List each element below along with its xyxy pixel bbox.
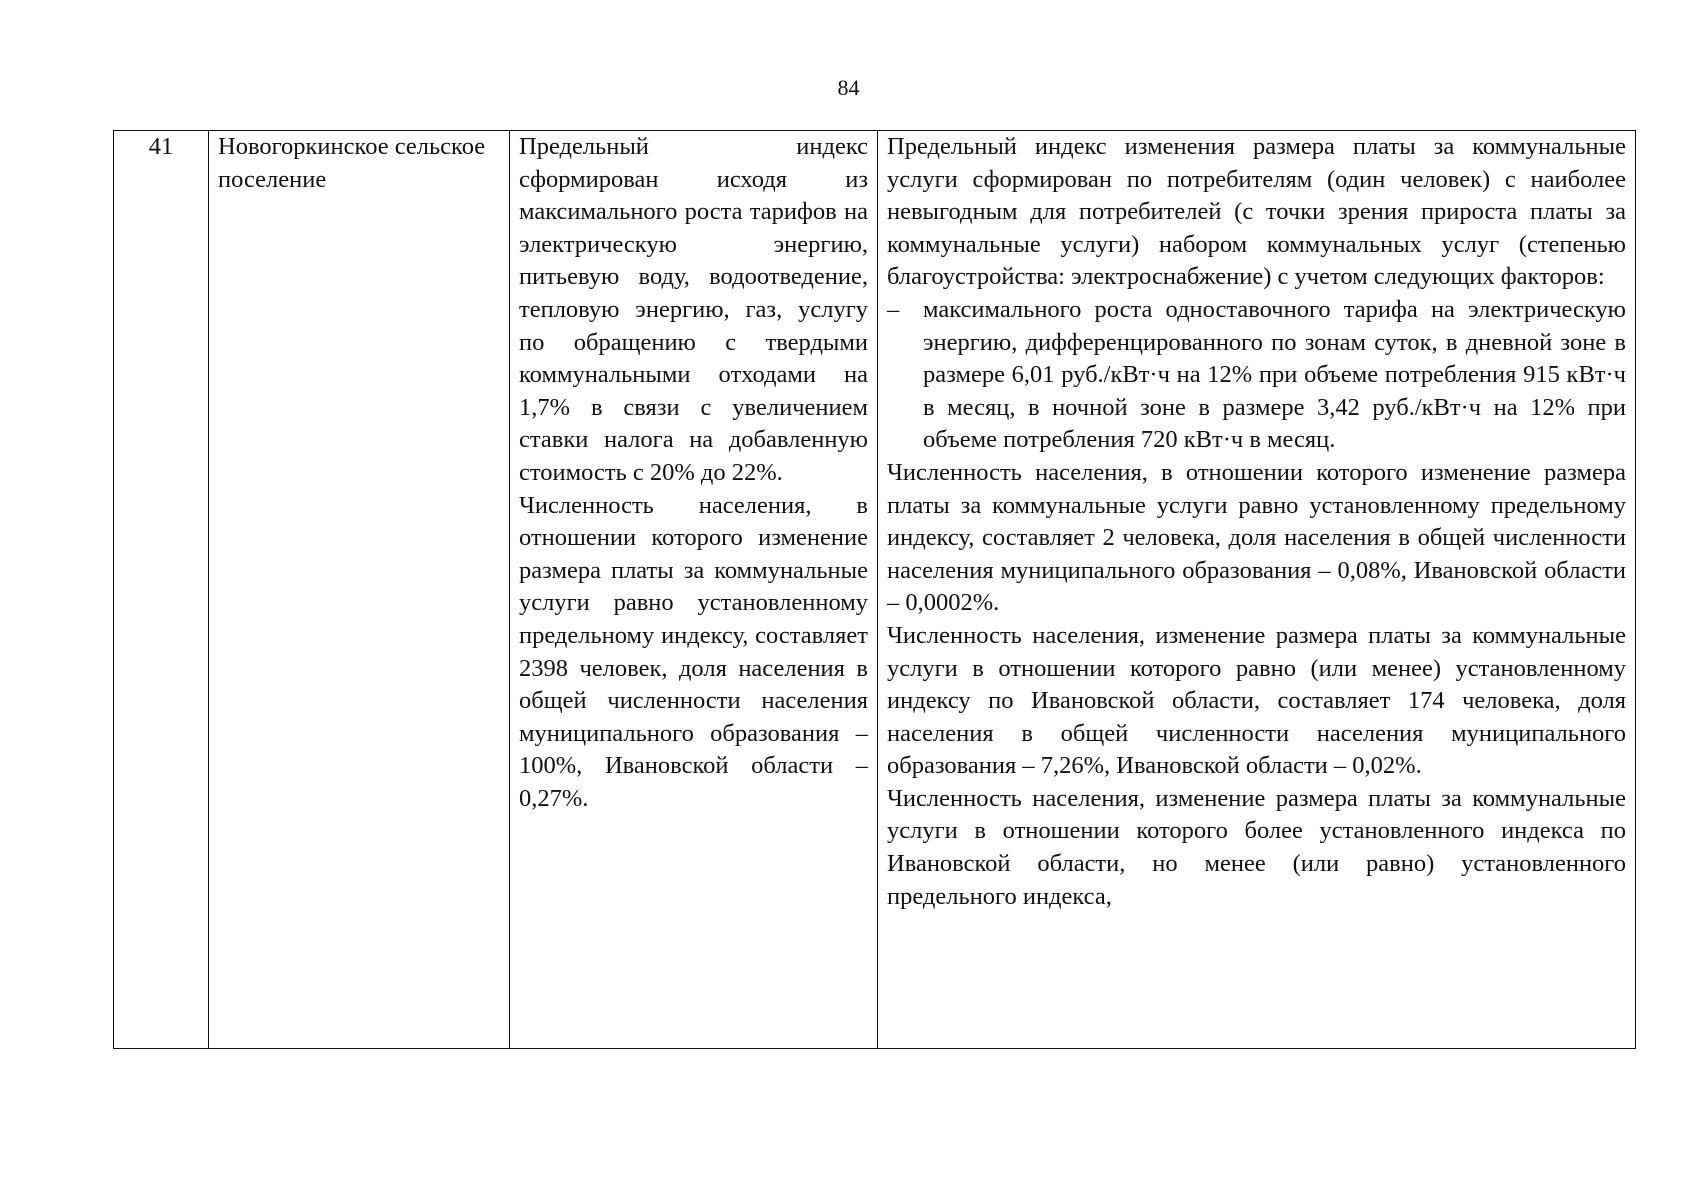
index-detail-cell [878,131,1636,1049]
factor-text: максимального роста одноставочного тарифа на электрическую энергию, дифференцированного по зонам суток, в дневной зоне в размере 6,01 руб./кВт·ч на 12% при объеме потребления 915 кВт·ч в месяц, в ночной зоне в размере 3,42 руб./кВт·ч на 12% при объеме потребления 720 кВт·ч в месяц. [923,295,1626,454]
row-number-cell [114,131,209,1049]
basis-paragraph: Предельный индекс сформирован исходя из максимального роста тарифов на электрическую энергию, питьевую воду, водоотведение, тепловую энергию, газ, услугу по обращению с твердыми коммунальными отходами на 1,7% в связи с увеличением ставки налога на добавленную стоимость с 20% до 22%. [519,133,868,486]
row-number: 41 [148,133,174,160]
basis-population-paragraph: Численность населения, в отношении которого изменение размера платы за коммунальные услуги равно установленному предельному индексу, составляет 2398 человек, доля населения в общей численности населения муниципального образования – 100%, Ивановской области – 0,27%. [519,491,868,812]
population-more-paragraph: Численность населения, изменение размера платы за коммунальные услуги в отношении которого более установленного индекса по Ивановской области, но менее (или равно) установленного предельного индекса, [887,784,1626,910]
detail-intro-paragraph: Предельный индекс изменения размера платы за коммунальные услуги сформирован по потребителям (один человек) с наиболее невыгодным для потребителей (с точки зрения прироста платы за коммунальные услуги) набором коммунальных услуг (степенью благоустройства: электроснабжение) с учетом следующих факторов: [887,133,1626,291]
table-row [114,131,1636,1049]
factor-list-item [887,294,1626,457]
dash-bullet: – [887,295,900,323]
municipality-name: Новогоркинское сельское поселение [218,133,486,193]
page-number: 84 [837,75,860,100]
population-equal-paragraph: Численность населения, в отношении которого изменение размера платы за коммунальные услуги равно установленному предельному индексу, составляет 2 человека, доля населения в общей численности населения муниципального образования – 0,08%, Ивановской области – 0,0002%. [887,458,1626,617]
index-basis-cell [510,131,878,1049]
municipality-index-table [113,130,1636,1049]
municipality-name-cell [209,131,510,1049]
population-less-paragraph: Численность населения, изменение размера платы за коммунальные услуги в отношении которого равно (или менее) установленному индексу по Ивановской области, составляет 174 человека, доля населения в общей численности населения муниципального образования – 7,26%, Ивановской области – 0,02%. [887,621,1626,780]
